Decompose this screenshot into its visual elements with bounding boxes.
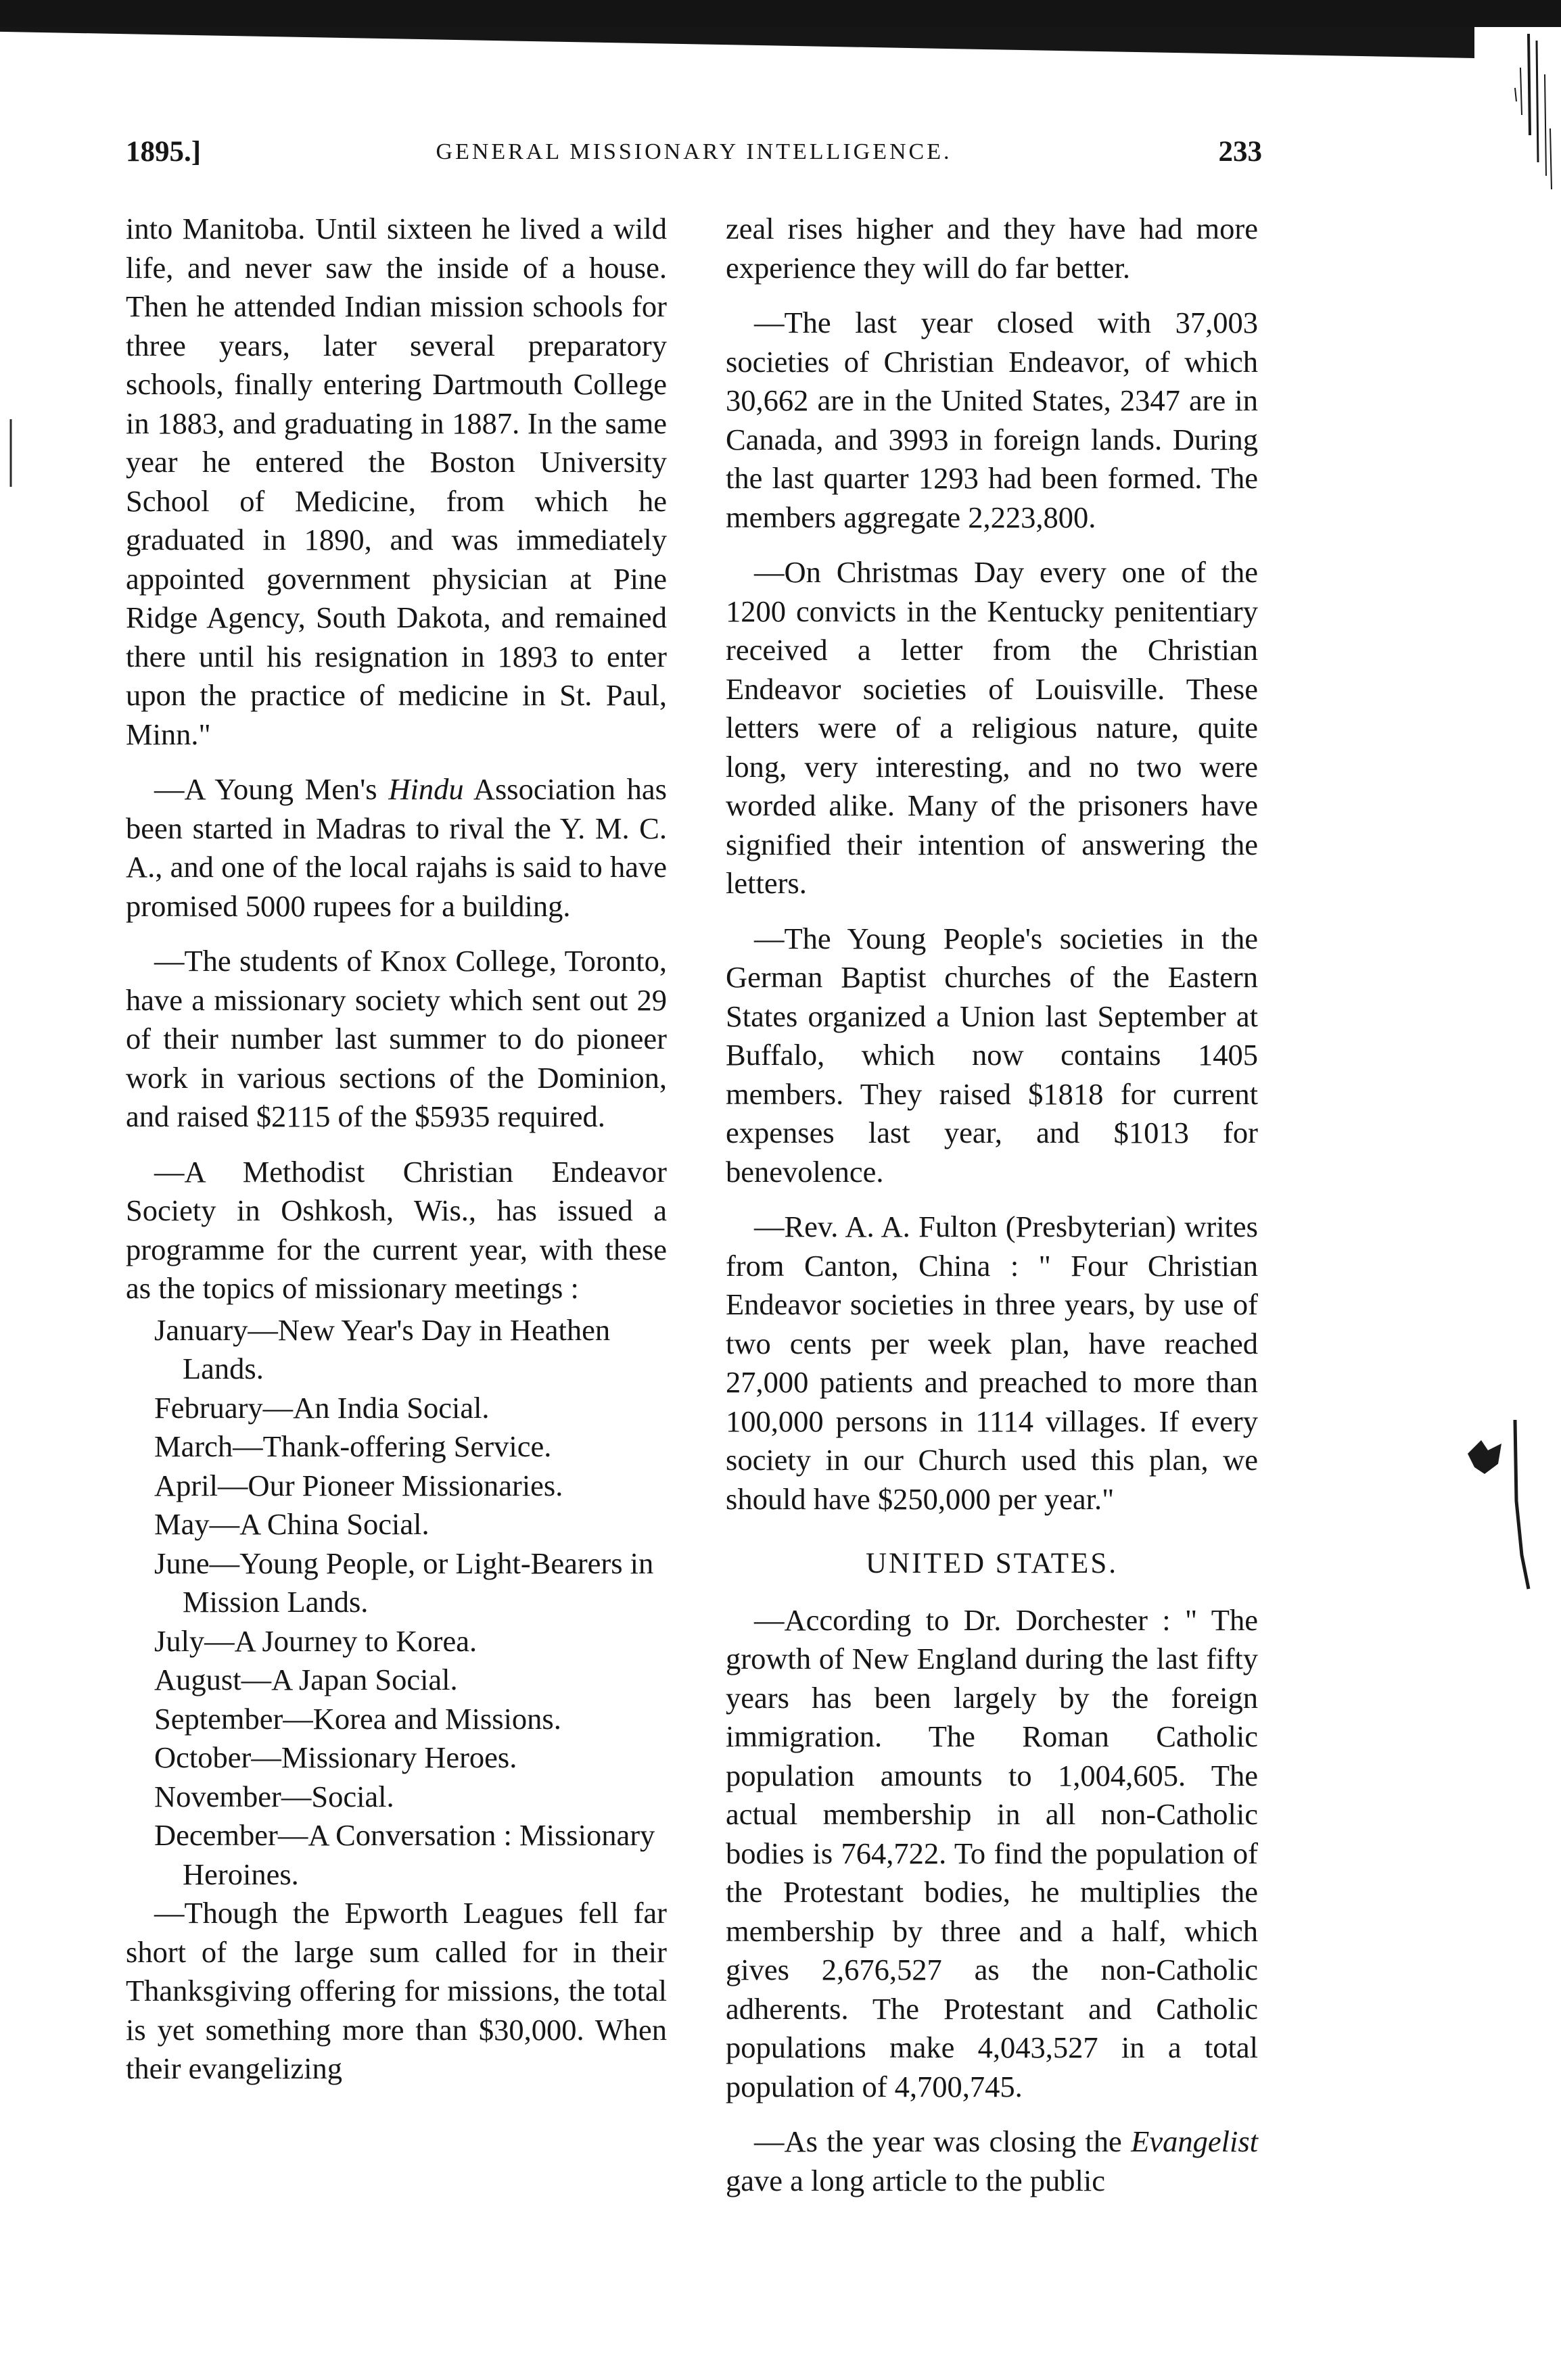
text-span: —As the year was closing the xyxy=(754,2124,1132,2158)
text-span: gave a long article to the public xyxy=(726,2163,1105,2197)
list-item: November—Social. xyxy=(154,1779,394,1813)
list-item: February—An India Social. xyxy=(154,1390,490,1425)
scan-top-border xyxy=(0,0,1561,58)
text-span: —A Young Men's xyxy=(154,772,389,806)
paragraph-methodist-endeavor: —A Methodist Christian Endeavor Society in Oshkosh, Wis., has issued a programme for the current year, with these as the topics of missionary meetings : xyxy=(126,1154,667,1305)
scan-border-lip xyxy=(0,27,1474,58)
margin-mark xyxy=(5,419,16,487)
paragraph-knox-college: —The students of Knox College, Toronto, have a missionary society which sent out 29 of their number last summer to do pioneer work in various sections of the Dominion, and raised $2115 of the $5935 required. xyxy=(126,944,667,1133)
list-item: September—Korea and Missions. xyxy=(154,1701,561,1736)
list-item: June—Young People, or Light-Bearers in Mission Lands. xyxy=(154,1546,654,1619)
paragraph-christian-endeavor-stats: —The last year closed with 37,003 societies of Christian Endeavor, of which 30,662 are in the United States, 2347 are in Canada, and 3993 in foreign lands. During the last quarter 1293 had been formed. The members aggregate 2,223,800. xyxy=(726,306,1258,534)
list-item: December—A Conversation : Missionary Heroines. xyxy=(154,1818,655,1891)
list-item: May—A China Social. xyxy=(154,1507,429,1541)
list-item: October—Missionary Heroes. xyxy=(154,1740,517,1774)
page-number: 233 xyxy=(1218,136,1262,168)
list-item: January—New Year's Day in Heathen Lands. xyxy=(154,1312,611,1385)
paragraph-hindu-association xyxy=(126,770,667,926)
paragraph-dorchester: —According to Dr. Dorchester : " The growth of New England during the last fifty years has been largely by the foreign immigration. The Roman Catholic population amounts to 1,004,605. The actual membership in all non-Catholic bodies is 764,722. To find the population of the Protestant bodies, he multiplies the membership by three and a half, which gives 2,676,527 as the non-Catholic adherents. The Protestant and Catholic populations make 4,043,527 in a total population of 4,700,745. xyxy=(726,1602,1258,2103)
text-span: Association has been started in Madras to rival the Y. M. C. A., and one of the local rajahs is said to have promised 5000 rupees for a building. xyxy=(126,772,667,923)
scan-border-fill xyxy=(0,0,1561,27)
paragraph-fulton-canton: —Rev. A. A. Fulton (Presbyterian) writes from Canton, China : " Four Christian Endeavor societies in three years, by use of two cents per week plan, have reached 27,000 patients and preached to more than 100,000 persons in 1114 villages. If every society in our Church used this plan, we should have $250,000 per year." xyxy=(726,1210,1258,1516)
paragraph-epworth-leagues: —Though the Epworth Leagues fell far short of the large sum called for in their Thanksgiving offering for missions, the total is yet something more than $30,000. When their evangelizing xyxy=(126,1896,667,2085)
list-item: April—Our Pioneer Missionaries. xyxy=(154,1468,563,1502)
list-item: March—Thank-offering Service. xyxy=(154,1429,552,1463)
running-header xyxy=(126,135,1262,176)
list-item: July—A Journey to Korea. xyxy=(154,1623,477,1658)
paragraph-evangelist xyxy=(726,2122,1258,2200)
italic-evangelist: Evangelist xyxy=(1131,2124,1258,2158)
paragraph-manitoba: into Manitoba. Until sixteen he lived a wild life, and never saw the inside of a house. Then he attended Indian mission schools for three years, later several preparatory schools, finally entering Dartmouth College in 1883, and graduating in 1887. In the same year he entered the Boston University School of Medicine, from which he graduated in 1890, and was immediately appointed government physician at Pine Ridge Agency, South Dakota, and remained there until his resignation in 1893 to enter upon the practice of medicine in St. Paul, Minn." xyxy=(126,212,667,751)
paragraph-german-baptist: —The Young People's societies in the German Baptist churches of the Eastern States organized a Union last September at Buffalo, which now contains 1405 members. They raised $1818 for current expenses last year, and $1013 for benevolence. xyxy=(726,921,1258,1189)
scan-edge-marks xyxy=(1488,27,1561,203)
right-column xyxy=(726,210,1258,2200)
paragraph-zeal: zeal rises higher and they have had more experience they will do far better. xyxy=(726,212,1258,285)
topics-list xyxy=(126,1311,667,1895)
header-title: GENERAL MISSIONARY INTELLIGENCE. xyxy=(436,139,952,164)
section-heading: UNITED STATES. xyxy=(866,1548,1118,1579)
list-item: August—A Japan Social. xyxy=(154,1663,458,1696)
header-year: 1895.] xyxy=(126,136,202,168)
paragraph-christmas-convicts: —On Christmas Day every one of the 1200 convicts in the Kentucky penitentiary received a letter from the Christian Endeavor societies of Louisville. These letters were of a religious nature, quite long, very interesting, and no two were worded alike. Many of the prisoners have signified their intention of answering the letters. xyxy=(726,555,1258,900)
margin-ink-strokes xyxy=(1501,1420,1542,1596)
italic-hindu: Hindu xyxy=(388,772,464,806)
left-column xyxy=(126,210,667,2089)
